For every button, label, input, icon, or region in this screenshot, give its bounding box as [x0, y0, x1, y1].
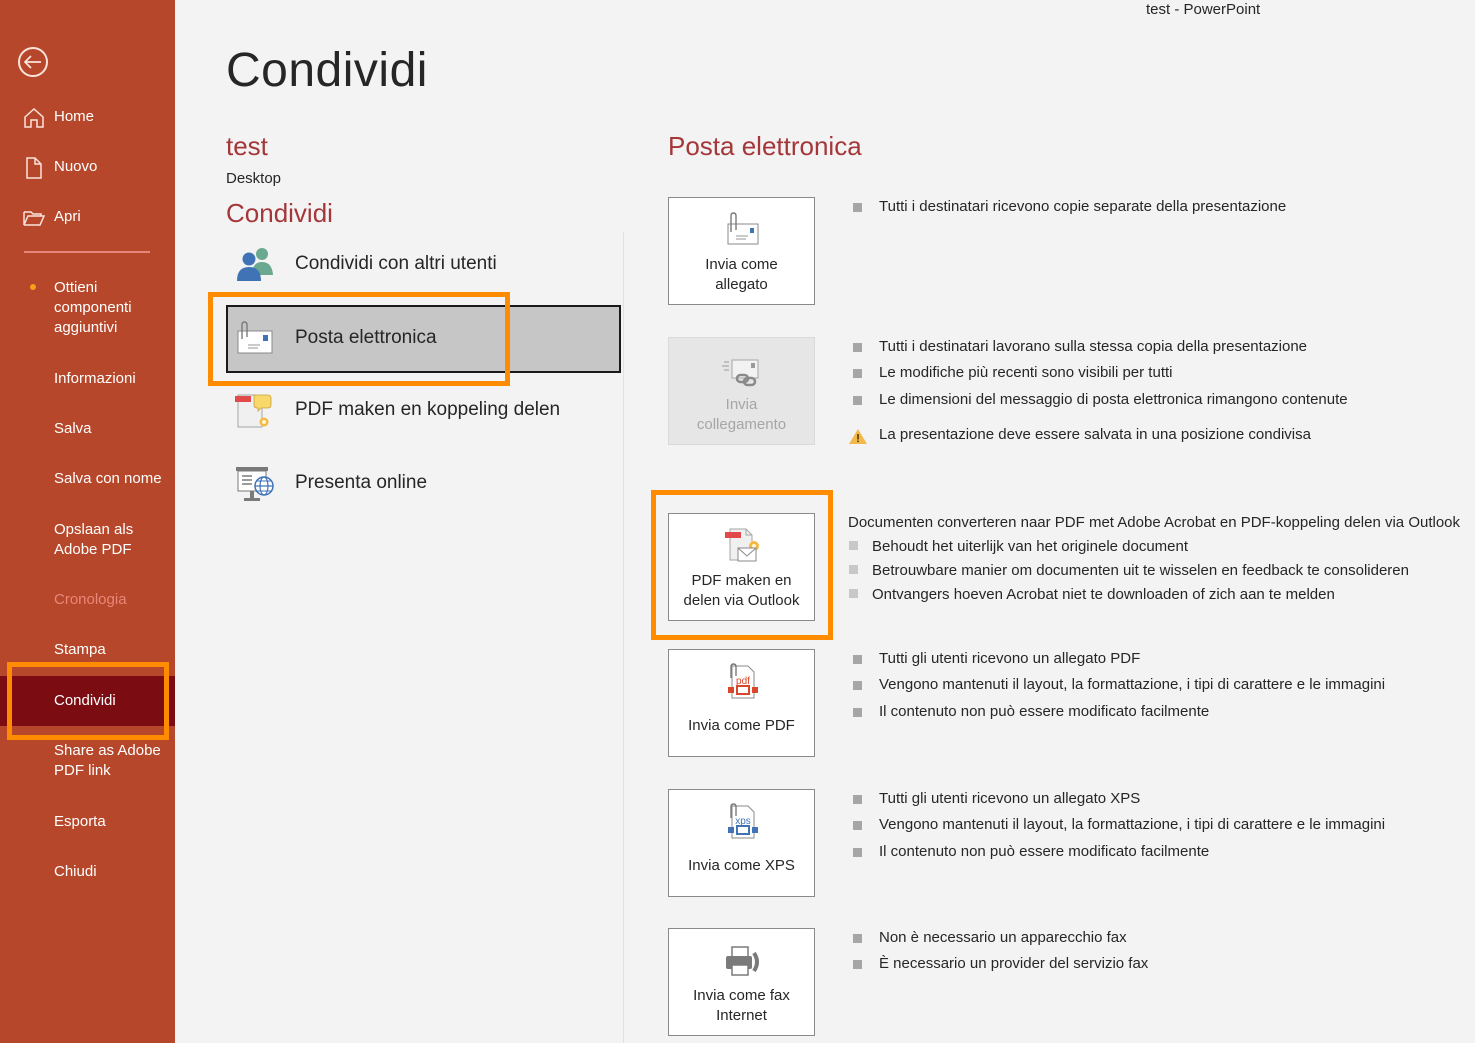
- page-title: Condividi: [226, 44, 428, 97]
- pdf-share-link-icon: [234, 391, 276, 431]
- send-link-button: [668, 337, 815, 445]
- bullet-text: Betrouwbare manier om documenten uit te wisselen en feedback te consolideren: [872, 562, 1409, 579]
- home-icon: [22, 107, 46, 129]
- bullet-square-icon: [853, 960, 862, 969]
- pdf-bullets: [852, 650, 1385, 729]
- bullet-text: Il contenuto non può essere modificato facilmente: [879, 702, 1210, 720]
- open-folder-icon: [22, 207, 46, 229]
- bullet-square-icon: [853, 655, 862, 664]
- email-attachment-icon: [234, 319, 276, 359]
- sidebar-item-label: Home: [54, 108, 95, 125]
- back-button[interactable]: [18, 47, 48, 77]
- pdf-share-via-outlook-button[interactable]: [668, 513, 815, 621]
- send-as-internet-fax-button[interactable]: [668, 928, 815, 1036]
- bullet-square-icon: [849, 565, 858, 574]
- bullet-text: Tutti gli utenti ricevono un allegato PDF: [879, 650, 1141, 667]
- pdf-outlook-icon: [720, 526, 764, 566]
- sidebar-item-label: Ottieni: [54, 279, 98, 296]
- xps-attachment-icon: [720, 802, 764, 842]
- link-envelope-icon: [720, 350, 764, 390]
- bullet-text: Behoudt het uiterlijk van het originele document: [872, 538, 1189, 555]
- button-label: Invia come PDF: [688, 717, 795, 734]
- sidebar-item-label: Cronologia: [54, 591, 127, 608]
- button-label: Internet: [716, 1007, 767, 1024]
- bullet-square-icon: [853, 396, 862, 405]
- share-option-condividi-con-altri-utenti[interactable]: [226, 231, 621, 299]
- xps-bullets: [852, 790, 1385, 869]
- sidebar-item-label: Opslaan als: [54, 521, 134, 538]
- share-option-label: Presenta online: [295, 472, 428, 493]
- sidebar-item-opslaan-als-adobe-pdf[interactable]: [0, 520, 175, 562]
- bullet-text: Le dimensioni del messaggio di posta elettronica rimangono contenute: [879, 390, 1348, 408]
- sidebar-item-chiudi[interactable]: [0, 862, 175, 884]
- bullet-text: Non è necessario un apparecchio fax: [879, 929, 1127, 946]
- window-title: test - PowerPoint: [1146, 1, 1261, 18]
- back-arrow-icon: [24, 55, 42, 69]
- sidebar-item-salva-con-nome[interactable]: [0, 469, 175, 491]
- sidebar-item-label: Apri: [54, 208, 81, 225]
- send-as-xps-button[interactable]: [668, 789, 815, 897]
- share-option-pdf-maken-en-koppeling-delen[interactable]: [226, 377, 621, 445]
- bullet-square-icon: [853, 708, 862, 717]
- backstage-sidebar: [0, 0, 175, 1043]
- bullet-square-icon: [849, 541, 858, 550]
- bullet-text: Vengono mantenuti il layout, la formattazione, i tipi di carattere e le immagini: [879, 816, 1386, 834]
- bullet-square-icon: [853, 795, 862, 804]
- bullet-text: Tutti gli utenti ricevono un allegato XPS: [879, 790, 1141, 807]
- button-label: allegato: [715, 276, 768, 293]
- button-label: collegamento: [696, 416, 787, 433]
- sidebar-item-stampa[interactable]: [0, 640, 175, 662]
- button-label: PDF maken en: [691, 572, 792, 589]
- button-label: Invia come: [705, 256, 778, 273]
- warning-text: La presentazione deve essere salvata in una posizione condivisa: [879, 425, 1311, 443]
- share-section-title: Condividi: [226, 198, 333, 228]
- send-as-pdf-button[interactable]: [668, 649, 815, 757]
- sidebar-item-apri[interactable]: [0, 207, 175, 229]
- email-panel-title: Posta elettronica: [668, 131, 862, 161]
- bullet-square-icon: [849, 589, 858, 598]
- sidebar-item-cronologia: [0, 590, 175, 612]
- share-option-posta-elettronica[interactable]: [226, 305, 621, 373]
- bullet-square-icon: [853, 848, 862, 857]
- sidebar-item-label: Stampa: [54, 641, 106, 658]
- pdf-attachment-icon: [720, 662, 764, 702]
- sidebar-item-home[interactable]: [0, 107, 175, 129]
- sidebar-divider: [24, 251, 150, 253]
- people-icon: [234, 245, 276, 285]
- sidebar-item-label: Condividi: [54, 692, 116, 709]
- bullet-square-icon: [853, 203, 862, 212]
- sidebar-item-label: Adobe PDF: [54, 541, 132, 558]
- sidebar-item-label: Chiudi: [54, 863, 97, 880]
- document-name: test: [226, 131, 268, 161]
- warning-icon: [848, 428, 868, 445]
- bullet-square-icon: [853, 369, 862, 378]
- sidebar-item-label: PDF link: [54, 762, 111, 779]
- sidebar-item-label: Salva: [54, 420, 92, 437]
- bullet-text: Tutti i destinatari ricevono copie separate della presentazione: [879, 198, 1287, 215]
- share-option-label: PDF maken en koppeling delen: [295, 399, 561, 420]
- sidebar-item-label: Salva con nome: [54, 470, 162, 487]
- sidebar-item-label: Esporta: [54, 813, 106, 830]
- vertical-divider: [623, 232, 624, 1043]
- button-label: Invia: [725, 396, 758, 413]
- fax-bullets: [852, 929, 1148, 982]
- bullet-text: Tutti i destinatari lavorano sulla stessa copia della presentazione: [879, 338, 1308, 355]
- bullet-text: Le modifiche più recenti sono visibili per tutti: [879, 364, 1173, 382]
- sidebar-item-nuovo[interactable]: [0, 157, 175, 179]
- pdf-outlook-bullets: [848, 538, 1409, 610]
- bullet-square-icon: [853, 934, 862, 943]
- pdf-outlook-description: Documenten converteren naar PDF met Adobe Acrobat en PDF-koppeling delen via Outlook: [848, 514, 1461, 531]
- sidebar-item-label: componenti: [54, 299, 132, 316]
- svg-text:pdf: pdf: [736, 676, 750, 687]
- sidebar-item-label: Nuovo: [54, 158, 98, 175]
- present-online-icon: [234, 464, 276, 504]
- sidebar-item-label: Informazioni: [54, 370, 136, 387]
- link-bullets: [852, 338, 1348, 452]
- bullet-text: È necessario un provider del servizio fax: [879, 955, 1149, 973]
- share-option-label: Posta elettronica: [295, 327, 437, 348]
- bullet-square-icon: [853, 343, 862, 352]
- sidebar-item-label: aggiuntivi: [54, 319, 118, 336]
- share-option-presenta-online[interactable]: [226, 450, 621, 518]
- document-location: Desktop: [226, 170, 282, 187]
- button-label: delen via Outlook: [683, 592, 800, 609]
- sidebar-item-ottieni-componenti[interactable]: [0, 278, 175, 340]
- send-as-attachment-button[interactable]: [668, 197, 815, 305]
- bullet-text: Il contenuto non può essere modificato facilmente: [879, 842, 1210, 860]
- bullet-square-icon: [853, 821, 862, 830]
- sidebar-item-informazioni[interactable]: [0, 369, 175, 391]
- attachment-envelope-icon: [720, 210, 764, 250]
- new-document-icon: [22, 157, 46, 179]
- attachment-bullets: [852, 198, 1286, 224]
- bullet-text: Ontvangers hoeven Acrobat niet te downloaden of zich aan te melden: [872, 586, 1335, 603]
- share-option-label: Condividi con altri utenti: [295, 253, 497, 274]
- bullet-square-icon: [853, 681, 862, 690]
- sidebar-item-salva[interactable]: [0, 419, 175, 441]
- svg-text:xps: xps: [735, 816, 751, 827]
- bullet-text: Vengono mantenuti il layout, la formattazione, i tipi di carattere e le immagini: [879, 676, 1386, 694]
- sidebar-item-esporta[interactable]: [0, 812, 175, 834]
- sidebar-item-label: Share as Adobe: [54, 742, 161, 759]
- sidebar-item-share-as-adobe-pdf-link[interactable]: [0, 741, 175, 783]
- sidebar-item-condividi[interactable]: [0, 676, 175, 726]
- button-label: Invia come fax: [693, 987, 790, 1004]
- fax-icon: [720, 941, 764, 981]
- button-label: Invia come XPS: [688, 857, 795, 874]
